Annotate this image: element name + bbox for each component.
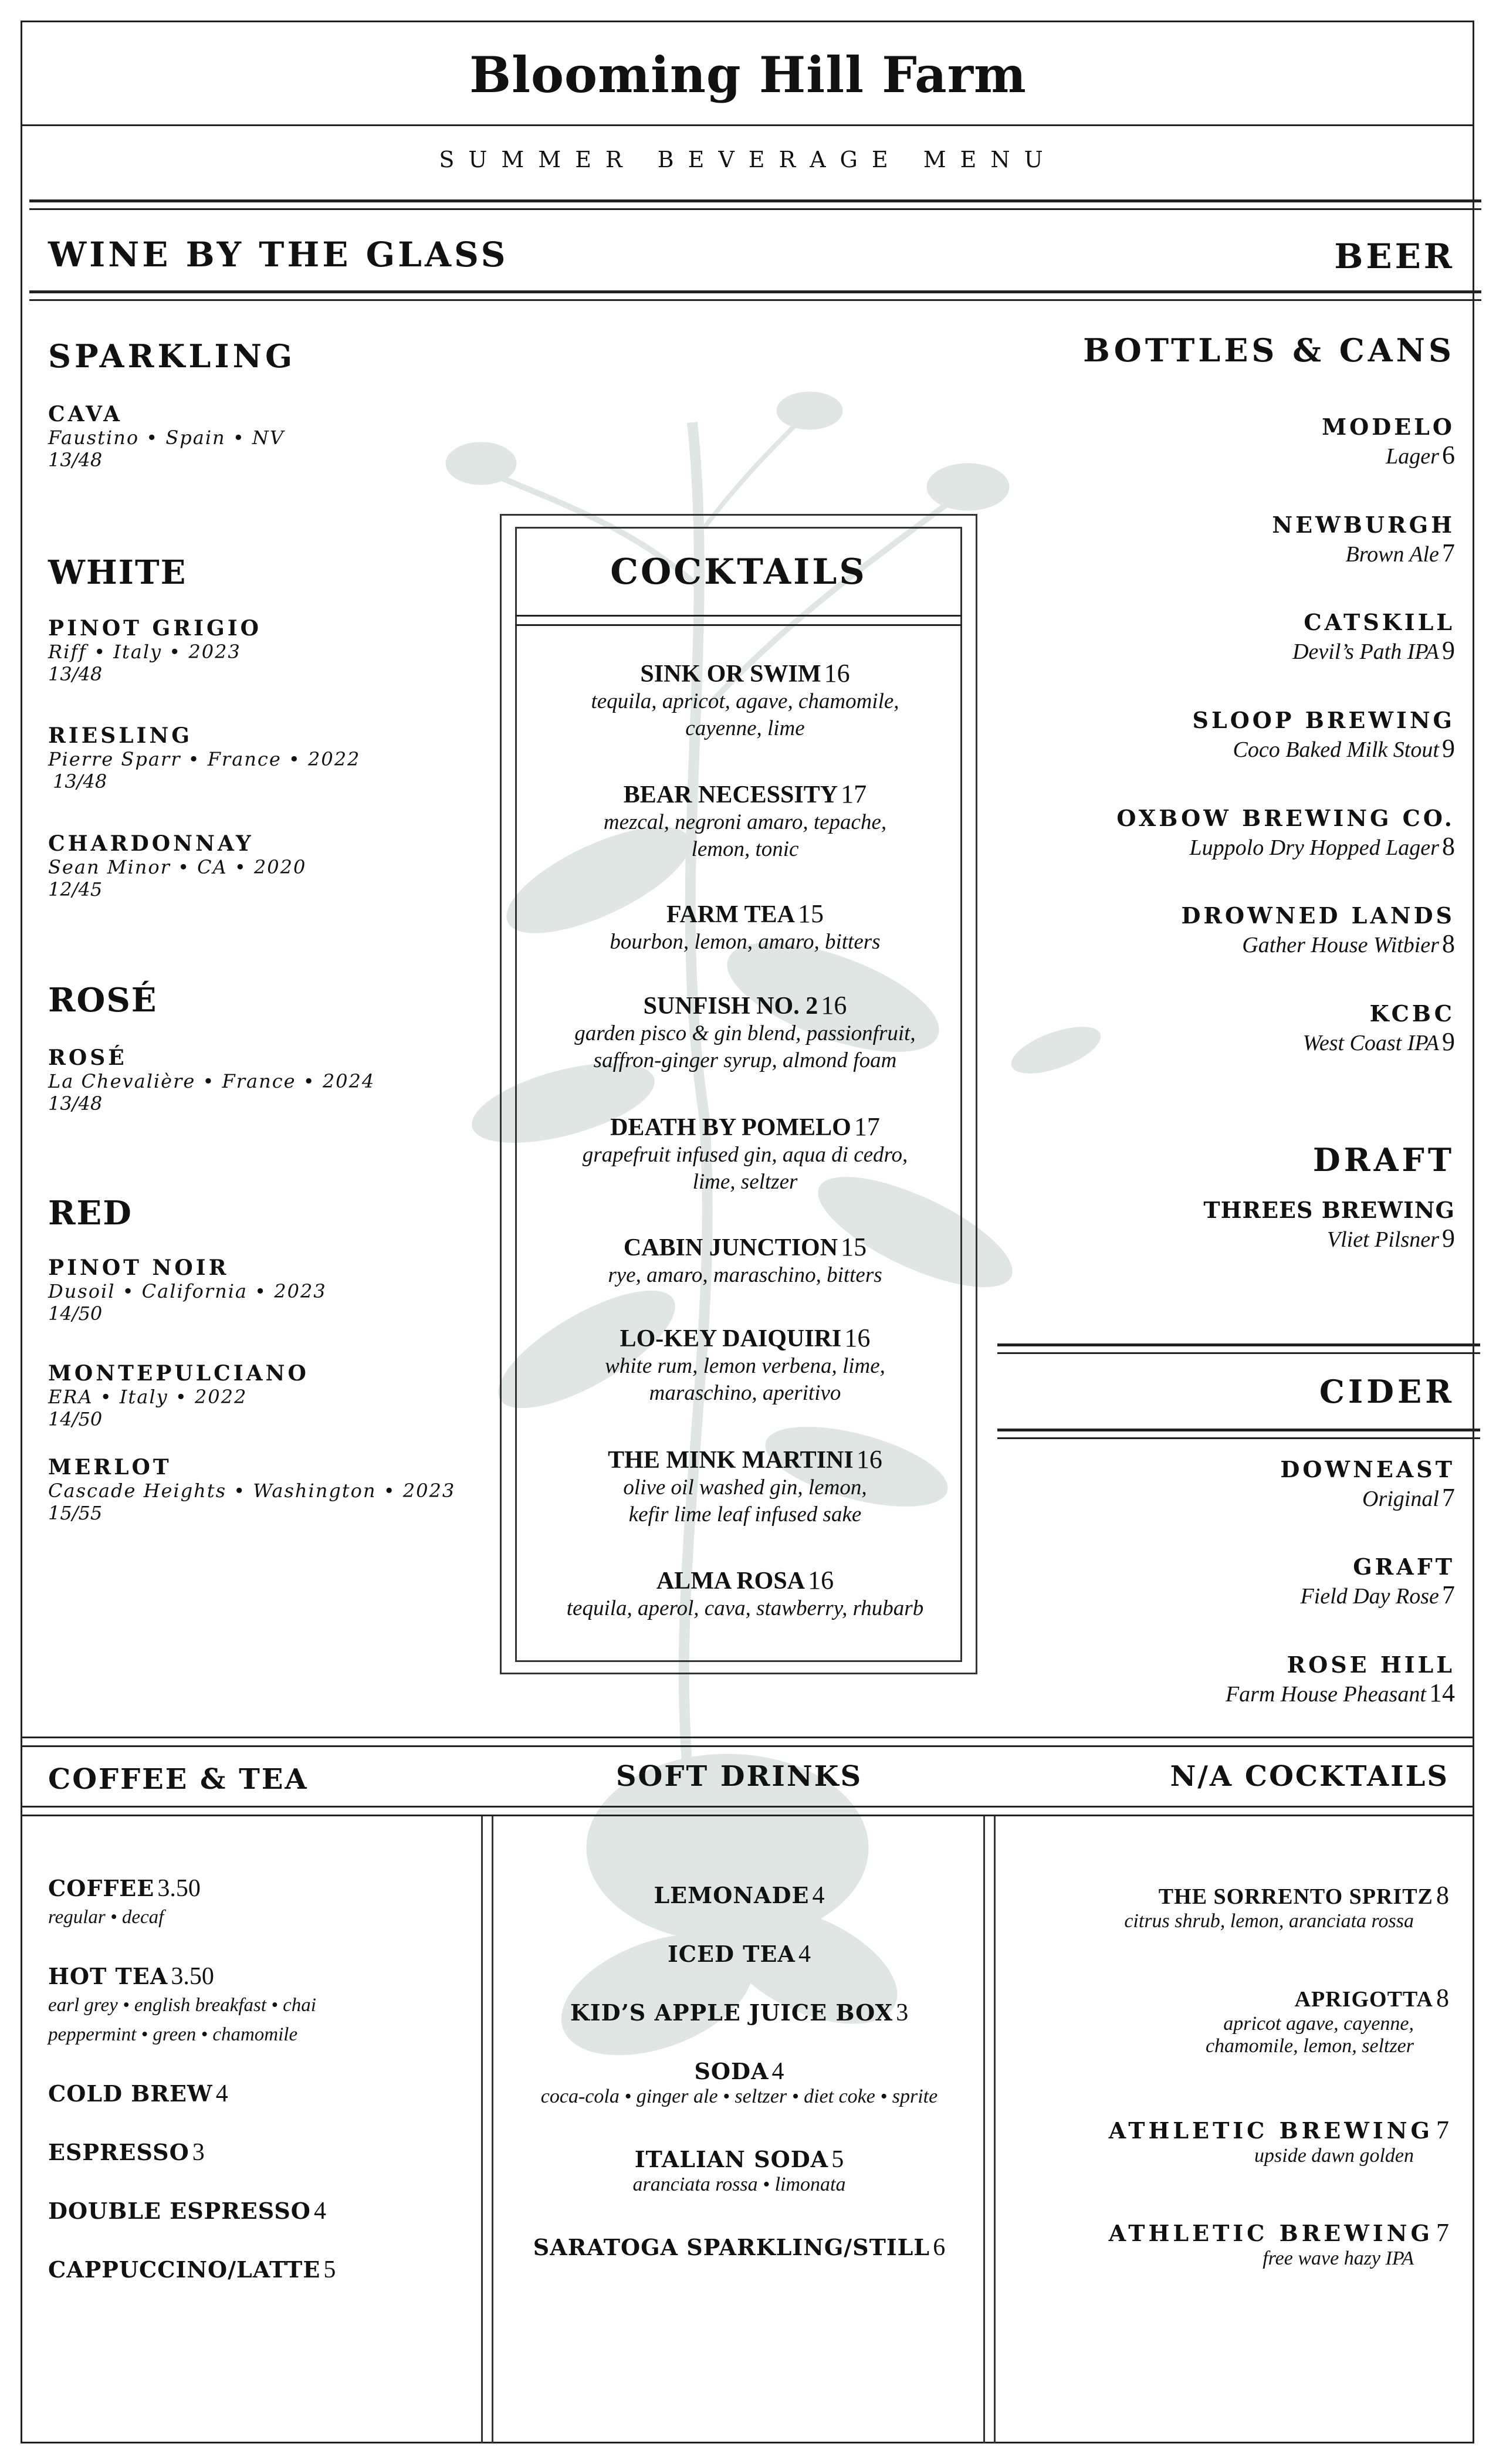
- soft-drink-name: SARATOGA SPARKLING/STILL: [533, 2234, 930, 2260]
- na-cocktail-desc: citrus shrub, lemon, aranciata rossa: [1124, 1910, 1414, 1932]
- coffee-tea-heading: COFFEE & TEA: [48, 1763, 309, 1796]
- cocktail-desc: saffron-ginger syrup, almond foam: [593, 1048, 897, 1072]
- draft-heading: DRAFT: [1312, 1141, 1455, 1179]
- wine-name: PINOT NOIR: [48, 1255, 229, 1280]
- na-cocktail-price: 8: [1436, 1881, 1449, 1910]
- column-divider: [481, 1816, 483, 2443]
- beer-name: DROWNED LANDS: [1181, 902, 1455, 929]
- cider-name: DOWNEAST: [1280, 1456, 1455, 1483]
- beer-name: MODELO: [1322, 414, 1455, 440]
- cocktail-desc: white rum, lemon verbena, lime,: [605, 1354, 885, 1378]
- beer-name: OXBOW BREWING CO.: [1116, 805, 1455, 831]
- wine-desc: Pierre Sparr • France • 2022: [48, 748, 361, 770]
- beer-item: [1116, 805, 1455, 861]
- cider-price: 7: [1442, 1483, 1455, 1512]
- coffee-price: 4: [314, 2198, 326, 2225]
- cocktail-item: [522, 1565, 968, 1622]
- na-cocktail-item: [1124, 1880, 1449, 1932]
- soft-drink-name: ICED TEA: [668, 1941, 796, 1967]
- coffee-item: [48, 2256, 336, 2284]
- white-heading: WHITE: [48, 553, 187, 592]
- column-divider: [994, 1816, 996, 2443]
- bottom-band-rule-1: [21, 1737, 1474, 1738]
- double-rule-top-2: [29, 208, 1481, 210]
- na-cocktail-name: APRIGOTTA: [1294, 1987, 1433, 2012]
- beer-item: [1193, 707, 1455, 763]
- menu-subtitle: SUMMER BEVERAGE MENU: [439, 147, 1057, 172]
- beer-style: West Coast IPA: [1302, 1031, 1439, 1055]
- cocktail-item: [522, 1112, 968, 1196]
- column-divider: [492, 1816, 493, 2443]
- wine-price: 14/50: [48, 1302, 103, 1325]
- soft-drink-item: [493, 2145, 986, 2196]
- soft-drink-item: [493, 2233, 986, 2262]
- coffee-price: 5: [323, 2256, 336, 2283]
- cider-item: [1301, 1553, 1455, 1610]
- soft-drink-price: 4: [771, 2058, 784, 2085]
- wine-name: PINOT GRIGIO: [48, 616, 262, 641]
- beer-price: 8: [1442, 929, 1455, 958]
- cocktail-name: BEAR NECESSITY: [623, 781, 838, 808]
- beer-item: [1181, 902, 1455, 959]
- cocktail-name: DEATH BY POMELO: [610, 1114, 851, 1141]
- coffee-item: [48, 1962, 316, 2049]
- red-heading: RED: [48, 1194, 133, 1233]
- restaurant-title: Blooming Hill Farm: [469, 46, 1027, 104]
- cocktail-price: 16: [821, 991, 847, 1020]
- cider-price: 7: [1442, 1580, 1455, 1609]
- sparkling-heading: SPARKLING: [48, 337, 296, 375]
- cocktail-item: [522, 899, 968, 956]
- beer-item: [1272, 512, 1455, 568]
- coffee-item: [48, 2080, 228, 2108]
- cider-price: 14: [1429, 1678, 1455, 1707]
- cocktail-desc: rye, amaro, maraschino, bitters: [608, 1263, 882, 1287]
- soft-drink-item: [493, 1940, 986, 1968]
- coffee-name: HOT TEA: [48, 1963, 168, 1989]
- cider-name: GRAFT: [1353, 1553, 1455, 1580]
- soft-drink-desc: aranciata rossa • limonata: [632, 2174, 846, 2195]
- beer-style: Vliet Pilsner: [1326, 1227, 1439, 1252]
- soft-drinks-heading: SOFT DRINKS: [615, 1760, 863, 1793]
- cocktail-item: [522, 1232, 968, 1289]
- cider-item: [1226, 1651, 1455, 1708]
- wine-item: [48, 1255, 327, 1325]
- beer-price: 7: [1442, 539, 1455, 567]
- cider-name: ROSE HILL: [1287, 1651, 1455, 1678]
- wine-price: 14/50: [48, 1408, 103, 1430]
- coffee-price: 3.50: [171, 1963, 214, 1990]
- wine-item: [48, 616, 262, 685]
- double-rule-mid-1: [29, 290, 1481, 293]
- header-divider: [21, 124, 1474, 126]
- beer-price: 9: [1442, 1027, 1455, 1056]
- soft-drink-name: SODA: [694, 2058, 769, 2084]
- cocktail-desc: olive oil washed gin, lemon,: [623, 1475, 867, 1500]
- cocktail-price: 16: [808, 1566, 834, 1595]
- soft-drink-name: LEMONADE: [654, 1882, 810, 1908]
- cocktail-item: [522, 1444, 968, 1528]
- wine-price: 13/48: [48, 663, 103, 685]
- soft-drink-price: 4: [798, 1941, 811, 1968]
- cocktail-desc: lime, seltzer: [692, 1170, 798, 1194]
- wine-price: 13/48: [53, 770, 107, 793]
- cocktail-price: 17: [841, 780, 867, 808]
- soft-drink-item: [493, 1881, 986, 1910]
- cocktail-desc: tequila, apricot, agave, chamomile,: [591, 689, 899, 713]
- wine-price: 13/48: [48, 1092, 103, 1115]
- wine-name: RIESLING: [48, 723, 192, 748]
- double-rule-top-1: [29, 199, 1481, 202]
- coffee-name: COLD BREW: [48, 2080, 213, 2107]
- cider-style: Farm House Pheasant: [1225, 1682, 1426, 1707]
- coffee-price: 3: [192, 2139, 205, 2166]
- cocktail-name: SINK OR SWIM: [640, 661, 821, 688]
- beer-style: Gather House Witbier: [1242, 933, 1439, 957]
- wine-name: CHARDONNAY: [48, 831, 254, 856]
- wine-price: 12/45: [48, 878, 103, 901]
- coffee-name: DOUBLE ESPRESSO: [48, 2198, 311, 2224]
- na-cocktail-desc: chamomile, lemon, seltzer: [1205, 2035, 1414, 2057]
- wine-desc: Sean Minor • CA • 2020: [48, 856, 307, 878]
- cocktail-name: CABIN JUNCTION: [623, 1234, 838, 1261]
- beer-name: CATSKILL: [1304, 609, 1455, 635]
- coffee-name: ESPRESSO: [48, 2139, 189, 2165]
- na-cocktail-name: ATHLETIC BREWING: [1108, 2220, 1433, 2246]
- cider-rule-top-1: [997, 1343, 1480, 1346]
- na-cocktail-price: 7: [1436, 2116, 1449, 2144]
- cocktail-name: ALMA ROSA: [656, 1568, 805, 1595]
- cocktail-name: THE MINK MARTINI: [608, 1447, 854, 1474]
- wine-desc: Dusoil • California • 2023: [48, 1280, 327, 1302]
- coffee-item: [48, 1874, 201, 1932]
- soft-drink-name: ITALIAN SODA: [634, 2146, 829, 2172]
- na-cocktail-item: [1109, 2115, 1449, 2167]
- soft-drink-price: 3: [896, 1999, 909, 2026]
- cocktail-desc: cayenne, lime: [685, 716, 805, 740]
- beer-style: Brown Ale: [1345, 542, 1439, 567]
- wine-item: [48, 1045, 375, 1115]
- cocktail-price: 16: [844, 1324, 871, 1352]
- double-rule-mid-2: [29, 299, 1481, 301]
- cocktail-item: [522, 658, 968, 742]
- wine-item: [48, 1361, 309, 1430]
- wine-name: ROSÉ: [48, 1045, 127, 1070]
- soft-drink-price: 4: [812, 1882, 825, 1909]
- coffee-price: 3.50: [157, 1875, 201, 1902]
- coffee-desc: earl grey • english breakfast • chai: [48, 1995, 316, 2016]
- coffee-name: COFFEE: [48, 1875, 155, 1901]
- cocktails-heading: COCKTAILS: [610, 551, 867, 593]
- beer-item: [1322, 414, 1455, 470]
- cider-heading: CIDER: [1319, 1373, 1455, 1410]
- beer-name: KCBC: [1369, 1000, 1455, 1027]
- coffee-name: CAPPUCCINO/LATTE: [48, 2256, 321, 2283]
- beer-style: Coco Baked Milk Stout: [1233, 737, 1439, 762]
- wine-desc: Faustino • Spain • NV: [48, 427, 285, 449]
- beer-name: NEWBURGH: [1272, 512, 1455, 538]
- cocktails-rule-2: [515, 624, 962, 626]
- beer-price: 9: [1442, 734, 1455, 763]
- wine-item: [48, 402, 285, 471]
- cocktail-desc: bourbon, lemon, amaro, bitters: [610, 930, 881, 954]
- wine-heading: WINE BY THE GLASS: [48, 235, 509, 275]
- beer-price: 9: [1442, 1224, 1455, 1253]
- beer-price: 8: [1442, 832, 1455, 861]
- cocktail-name: SUNFISH NO. 2: [643, 993, 818, 1020]
- coffee-desc: peppermint • green • chamomile: [48, 2024, 298, 2045]
- wine-item: [48, 831, 306, 901]
- wine-name: MONTEPULCIANO: [48, 1361, 309, 1386]
- wine-name: CAVA: [48, 402, 123, 427]
- na-cocktail-name: ATHLETIC BREWING: [1108, 2117, 1433, 2144]
- cocktail-price: 16: [856, 1445, 882, 1474]
- beer-item: [1292, 609, 1455, 665]
- wine-desc: ERA • Italy • 2022: [48, 1386, 248, 1408]
- cocktail-desc: kefir lime leaf infused sake: [628, 1502, 862, 1527]
- na-cocktail-desc: upside dawn golden: [1254, 2145, 1414, 2167]
- na-cocktail-desc: apricot agave, cayenne,: [1223, 2013, 1414, 2035]
- column-divider: [983, 1816, 985, 2443]
- soft-drink-item: [493, 1999, 986, 2027]
- wine-name: MERLOT: [48, 1455, 172, 1480]
- wine-price: 13/48: [48, 449, 103, 471]
- beer-price: 9: [1442, 636, 1455, 665]
- bottles-heading: BOTTLES & CANS: [1083, 331, 1455, 369]
- cocktails-rule-1: [515, 615, 962, 617]
- cocktail-name: LO-KEY DAIQUIRI: [620, 1325, 842, 1352]
- cider-rule-bottom-2: [997, 1437, 1480, 1439]
- cocktail-desc: mezcal, negroni amaro, tepache,: [603, 810, 887, 834]
- cider-rule-bottom-1: [997, 1429, 1480, 1431]
- wine-item: [48, 1455, 455, 1524]
- beer-style: Devil’s Path IPA: [1292, 639, 1439, 664]
- cocktail-price: 15: [841, 1233, 867, 1261]
- cocktail-item: [522, 779, 968, 863]
- beer-name: SLOOP BREWING: [1192, 707, 1455, 733]
- na-cocktails-heading: N/A COCKTAILS: [1170, 1760, 1449, 1793]
- cocktail-desc: grapefruit infused gin, aqua di cedro,: [582, 1143, 908, 1167]
- soft-drink-price: 6: [933, 2234, 946, 2261]
- cider-item: [1280, 1456, 1455, 1512]
- na-cocktail-name: THE SORRENTO SPRITZ: [1158, 1884, 1433, 1909]
- cocktail-item: [522, 990, 968, 1074]
- na-cocktail-price: 8: [1436, 1984, 1449, 2012]
- wine-desc: La Chevalière • France • 2024: [48, 1070, 375, 1092]
- cider-style: Original: [1362, 1487, 1439, 1511]
- soft-drink-price: 5: [831, 2146, 844, 2173]
- cocktail-price: 16: [824, 659, 850, 688]
- beer-name: THREES BREWING: [1203, 1197, 1455, 1223]
- soft-drink-desc: coca-cola • ginger ale • seltzer • diet coke • sprite: [540, 2086, 938, 2107]
- na-cocktail-price: 7: [1436, 2218, 1449, 2247]
- na-cocktail-desc: free wave hazy IPA: [1263, 2248, 1414, 2269]
- coffee-desc: regular • decaf: [48, 1907, 164, 1928]
- wine-price: 15/55: [48, 1502, 103, 1524]
- cocktail-desc: maraschino, aperitivo: [649, 1381, 841, 1405]
- beer-item: [1203, 1197, 1455, 1253]
- na-cocktail-item: [1109, 2218, 1449, 2270]
- rose-heading: ROSÉ: [48, 981, 158, 1020]
- bottom-band-rule-4: [21, 1815, 1474, 1816]
- soft-drink-name: KID’S APPLE JUICE BOX: [570, 1999, 893, 2026]
- coffee-item: [48, 2197, 326, 2225]
- na-cocktail-item: [1206, 1983, 1449, 2057]
- beer-heading: BEER: [1334, 236, 1455, 276]
- beer-price: 6: [1442, 441, 1455, 469]
- bottom-band-rule-2: [21, 1745, 1474, 1747]
- wine-item: [48, 723, 360, 793]
- beer-item: [1303, 1000, 1455, 1057]
- cocktail-name: FARM TEA: [666, 901, 795, 928]
- bottom-band-rule-3: [21, 1806, 1474, 1808]
- wine-desc: Riff • Italy • 2023: [48, 641, 241, 663]
- beer-style: Luppolo Dry Hopped Lager: [1189, 835, 1439, 860]
- beer-style: Lager: [1386, 444, 1439, 469]
- cocktail-desc: tequila, aperol, cava, stawberry, rhubarb: [566, 1596, 924, 1620]
- cocktail-price: 15: [798, 899, 824, 928]
- cocktail-desc: garden pisco & gin blend, passionfruit,: [574, 1021, 916, 1045]
- coffee-price: 4: [215, 2080, 228, 2107]
- cocktail-desc: lemon, tonic: [691, 837, 799, 861]
- soft-drink-item: [493, 2057, 986, 2108]
- wine-desc: Cascade Heights • Washington • 2023: [48, 1480, 456, 1502]
- cocktail-item: [522, 1323, 968, 1407]
- cocktail-price: 17: [854, 1112, 880, 1141]
- cider-rule-top-2: [997, 1352, 1480, 1354]
- cider-style: Field Day Rose: [1300, 1584, 1439, 1609]
- coffee-item: [48, 2138, 205, 2167]
